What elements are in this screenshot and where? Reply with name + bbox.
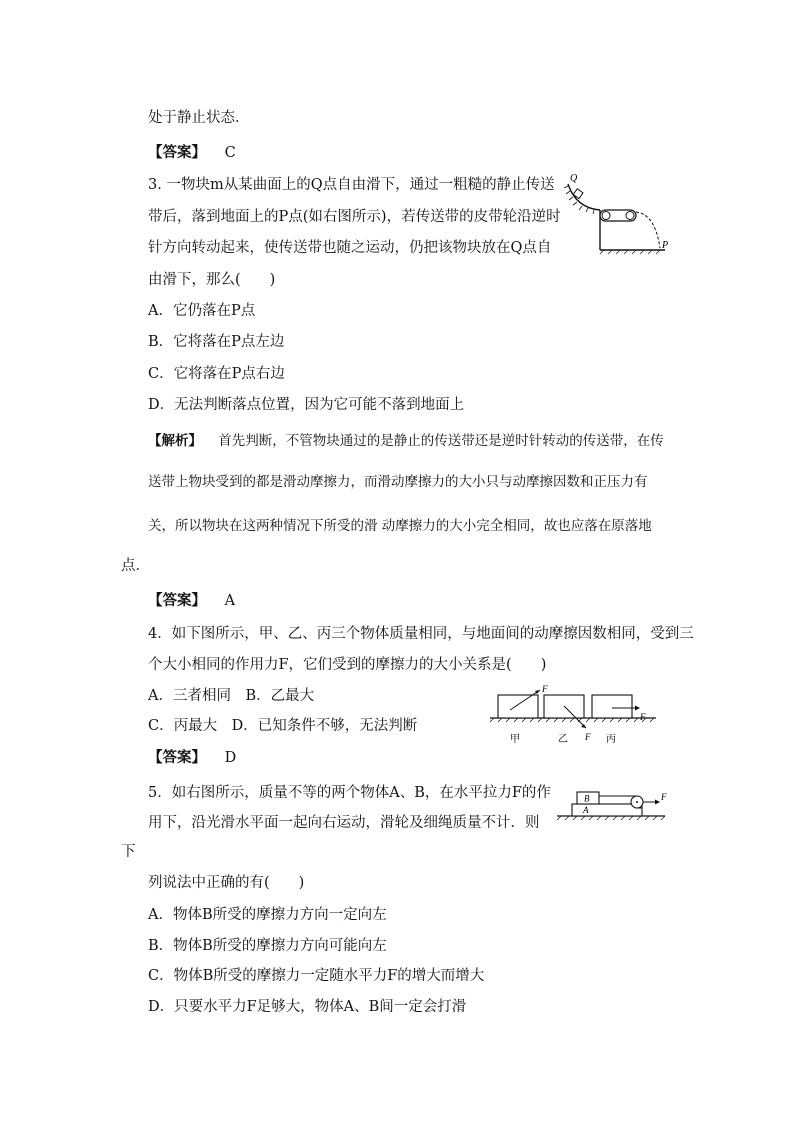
question-3-line-4: 由滑下，那么( )	[148, 272, 276, 288]
question-5-line-1: 5．如右图所示，质量不等的两个物体A、B，在水平拉力F的作	[148, 785, 551, 801]
analysis-line-4: 点．	[121, 558, 150, 574]
label-jia: 甲	[510, 734, 520, 745]
conveyor-figure	[560, 168, 675, 256]
question-3-line-1: 3. 一物块m从某曲面上的Q点自由滑下，通过一粗糙的静止传送	[148, 177, 555, 193]
answer-tag: 【答案】	[148, 144, 206, 161]
force-label-jia: F	[542, 684, 548, 694]
pulley-axle	[636, 801, 638, 803]
label-bing: 丙	[606, 734, 616, 745]
question-4-options-cd: C．丙最大 D．已知条件不够，无法判断	[148, 718, 418, 734]
label-yi: 乙	[558, 734, 568, 745]
answer-tag: 【答案】	[148, 592, 206, 609]
question-5-line-4: 列说法中正确的有( )	[148, 875, 305, 891]
question-4-line-1: 4．如下图所示，甲、乙、丙三个物体质量相同，与地面间的动摩擦因数相同，受到三	[148, 626, 694, 642]
option-b: B．它将落在P点左边	[148, 334, 285, 350]
force-label-bing: F	[640, 712, 646, 722]
analysis-line-3: 关，所以物块在这两种情况下所受的滑 动摩擦力的大小完全相同，故也应落在原落地	[148, 518, 652, 534]
answer-line	[148, 143, 236, 163]
question-4-line-2: 个大小相同的作用力F，它们受到的摩擦力的大小关系是( )	[148, 657, 547, 673]
question-4-options-ab: A．三者相同 B．乙最大	[148, 688, 315, 704]
option-d: D．无法判断落点位置，因为它可能不落到地面上	[148, 397, 465, 413]
force-label-yi: F	[585, 732, 591, 742]
analysis-text: 首先判断，不管物块通过的是静止的传送带还是逆时针转动的传送带，在传	[218, 433, 664, 449]
option-a: A．它仍落在P点	[148, 303, 256, 319]
block-bing	[592, 695, 632, 718]
text-line: 处于静止状态．	[148, 110, 250, 126]
arrowhead-bing	[635, 706, 640, 711]
label-p: P	[662, 240, 669, 251]
pulley-figure	[555, 782, 675, 824]
question-5-line-2: 用下，沿光滑水平面一起向右运动，滑轮及细绳质量不计．则	[148, 815, 540, 831]
answer-tag: 【答案】	[148, 749, 206, 766]
option-b: B．物体B所受的摩擦力方向可能向左	[148, 938, 387, 954]
answer-value: A	[224, 593, 236, 609]
analysis-line-1	[148, 431, 664, 451]
question-3-line-3: 针方向转动起来，使传送带也随之运动，仍把该物块放在Q点自	[148, 240, 552, 256]
option-a: A．物体B所受的摩擦力方向一定向左	[148, 907, 387, 923]
label-a: A	[583, 805, 589, 815]
arrowhead-yi	[581, 724, 586, 728]
answer-value: C	[224, 145, 236, 161]
trajectory	[636, 212, 660, 248]
block-jia	[498, 695, 538, 718]
arrowhead	[655, 800, 660, 805]
three-blocks-figure	[488, 680, 663, 750]
option-d: D．只要水平力F足够大，物体A、B间一定会打滑	[148, 999, 467, 1015]
analysis-line-2: 送带上物块受到的都是滑动摩擦力，而滑动摩擦力的大小只与动摩擦因数和正压力有	[148, 474, 648, 490]
analysis-tag: 【解析】	[148, 433, 202, 449]
force-label: F	[661, 792, 667, 802]
label-b: B	[584, 793, 590, 804]
answer-line	[148, 748, 236, 768]
option-c: C．它将落在P点右边	[148, 366, 285, 382]
answer-value: D	[224, 750, 237, 766]
answer-line	[148, 591, 235, 611]
question-3-line-2: 带后，落到地面上的P点(如右图所示)，若传送带的皮带轮沿逆时	[148, 209, 561, 225]
option-c: C．物体B所受的摩擦力一定随水平力F的增大而增大	[148, 968, 485, 984]
question-5-line-3: 下	[121, 844, 136, 860]
label-q: Q	[570, 173, 578, 184]
